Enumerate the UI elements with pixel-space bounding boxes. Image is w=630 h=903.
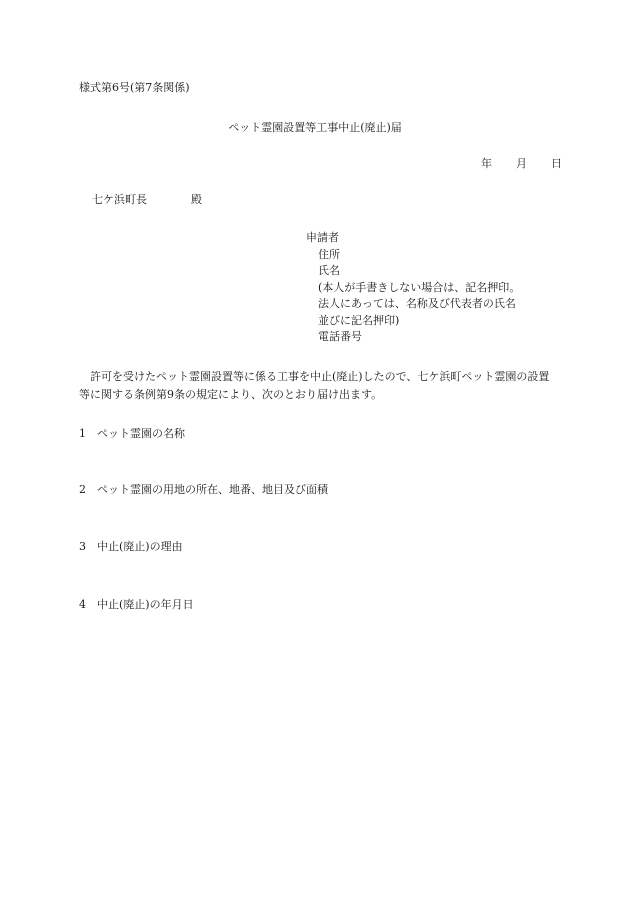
form-number: 様式第6号(第7条関係) [79, 81, 190, 94]
applicant-note-line: 法人にあっては、名称及び代表者の氏名 [318, 297, 516, 310]
applicant-note-line: (本人が手書きしない場合は、記名押印。 [318, 280, 521, 294]
addressee [92, 192, 202, 208]
item-label: ペット霊園の名称 [97, 427, 185, 440]
item-label: 中止(廃止)の理由 [97, 540, 183, 553]
addressee-honorific: 殿 [191, 193, 202, 206]
date-line [457, 156, 562, 172]
applicant-note-line: 並びに記名押印) [318, 313, 400, 327]
addressee-name: 七ケ浜町長 [92, 193, 147, 206]
applicant-heading: 申請者 [306, 231, 339, 244]
list-item [79, 426, 185, 442]
body-paragraph [79, 368, 559, 404]
month-label: 月 [516, 157, 527, 170]
item-number: 1 [79, 427, 86, 440]
body-paragraph-text: 許可を受けたペット霊園設置等に係る工事を中止(廃止)したので、七ケ浜町ペット霊園の設置等に関する条例第9条の規定により、次のとおり届け出ます。 [79, 370, 550, 401]
item-number: 2 [79, 483, 86, 496]
list-item [79, 539, 183, 555]
list-item [79, 482, 328, 498]
item-number: 3 [79, 540, 86, 553]
item-label: ペット霊園の用地の所在、地番、地目及び面積 [97, 483, 328, 496]
applicant-address-label: 住所 [318, 247, 340, 261]
document-title: ペット霊園設置等工事中止(廃止)届 [228, 121, 402, 134]
list-item [79, 597, 194, 613]
item-label: 中止(廃止)の年月日 [97, 598, 194, 611]
item-number: 4 [79, 598, 86, 611]
applicant-block [306, 230, 520, 346]
day-label: 日 [551, 157, 562, 170]
applicant-phone-label: 電話番号 [318, 330, 362, 343]
applicant-name-label: 氏名 [318, 264, 340, 277]
year-label: 年 [481, 157, 492, 170]
